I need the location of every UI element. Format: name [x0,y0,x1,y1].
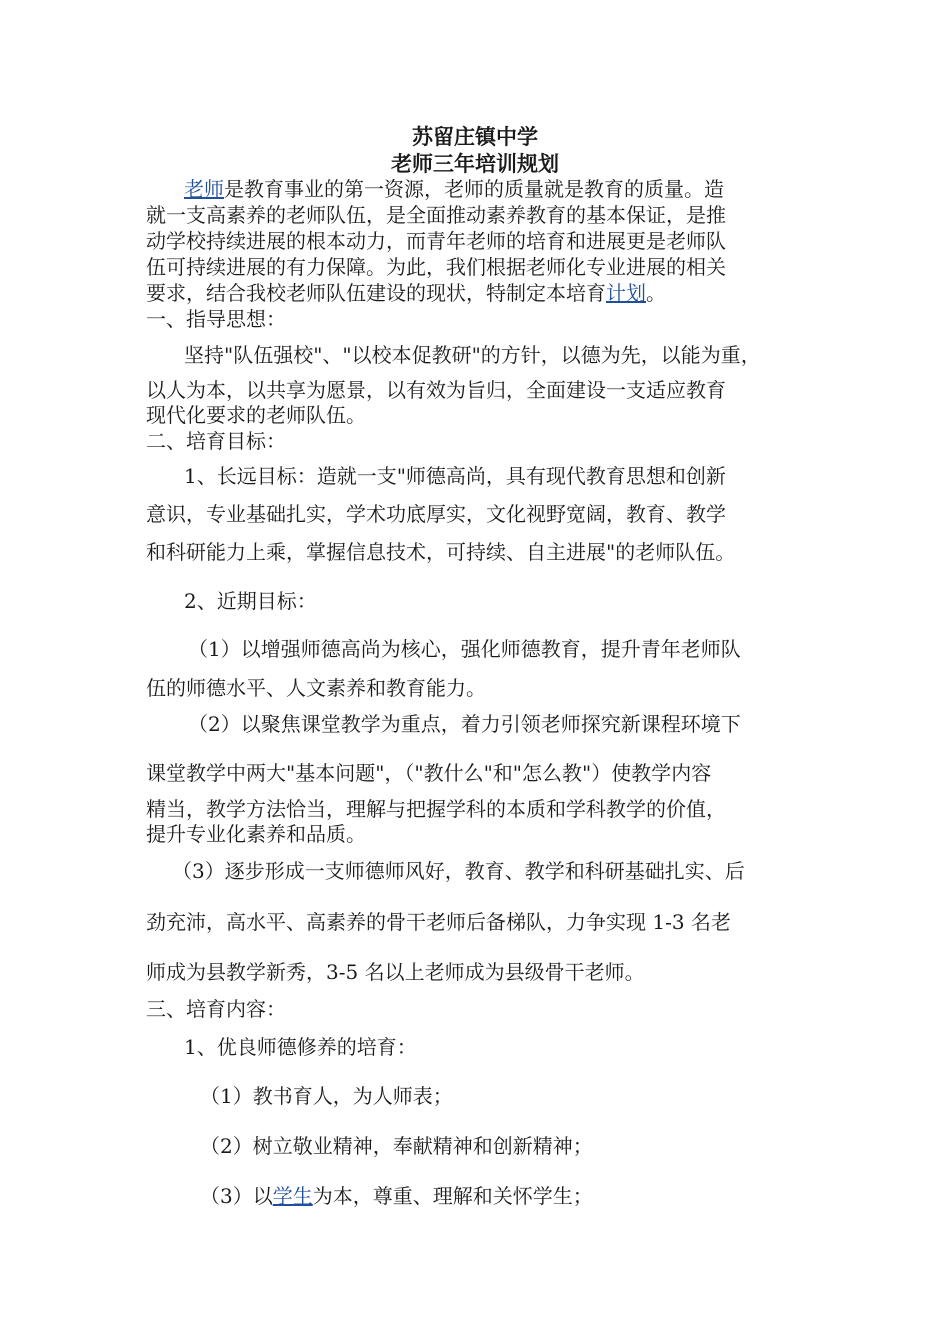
intro-line-5-end: 。 [646,281,666,305]
s1-line-2: 以人为本，以共享为愿景，以有效为旨归，全面建设一支适应教育 [146,378,726,402]
s2-p1-line-1: （1）以增强师德高尚为核心，强化师德教育，提升青年老师队 [188,637,741,661]
intro-line-5 [146,280,666,306]
s2-p3-line-1: （3）逐步形成一支师德师风好，教育、教学和科研基础扎实、后 [172,859,745,883]
s3-sub-a: （1）教书育人，为人师表； [200,1084,453,1108]
s3-sub-c-post: 为本，尊重、理解和关怀学生； [312,1184,593,1208]
teacher-link[interactable]: 老师 [184,177,224,201]
s2-p2-line-3: 精当，教学方法恰当，理解与把握学科的本质和学科教学的价值， [146,797,726,821]
section-2-heading: 二、培育目标： [146,429,286,453]
s3-item-1: 1、优良师德修养的培育： [184,1035,417,1059]
s3-sub-c [200,1183,593,1209]
s2-p3-line-2: 劲充沛，高水平、高素养的骨干老师后备梯队，力争实现 1-3 名老 [146,910,731,934]
s3-sub-c-pre: （3）以 [200,1184,273,1208]
s1-line-3: 现代化要求的老师队伍。 [146,403,366,427]
student-link[interactable]: 学生 [272,1184,313,1208]
s2-p1-line-2: 伍的师德水平、人文素养和教育能力。 [146,676,486,700]
s1-line-1: 坚持"队伍强校"、"以校本促教研"的方针，以德为先，以能为重， [184,343,761,367]
intro-line-2: 就一支高素养的老师队伍，是全面推动素养教育的基本保证，是推 [146,203,726,227]
school-title: 苏留庄镇中学 [412,124,538,149]
document-title: 老师三年培训规划 [391,151,559,176]
intro-line-1 [184,176,724,202]
intro-line-3: 动学校持续进展的根本动力，而青年老师的培育和进展更是老师队 [146,229,726,253]
section-3-heading: 三、培育内容： [146,997,286,1021]
s2-goal1-line-2: 意识，专业基础扎实，学术功底厚实，文化视野宽阔，教育、教学 [146,502,726,526]
s2-p3-line-3: 师成为县教学新秀，3-5 名以上老师成为县级骨干老师。 [146,960,645,984]
intro-line-1-text: 是教育事业的第一资源，老师的质量就是教育的质量。造 [224,177,724,201]
s2-p2-line-4: 提升专业化素养和品质。 [146,822,366,846]
s2-p2-line-2: 课堂教学中两大"基本问题"，（"教什么"和"怎么教"）使教学内容 [146,761,712,785]
s2-p2-line-1: （2）以聚焦课堂教学为重点，着力引领老师探究新课程环境下 [188,712,741,736]
s2-goal1-line-1: 1、长远目标：造就一支"师德高尚，具有现代教育思想和创新 [184,464,726,488]
intro-line-4: 伍可持续进展的有力保障。为此，我们根据老师化专业进展的相关 [146,255,726,279]
s2-goal2-heading: 2、近期目标： [184,589,317,613]
s3-sub-b: （2）树立敬业精神，奉献精神和创新精神； [200,1134,593,1158]
s2-goal1-line-3: 和科研能力上乘，掌握信息技术，可持续、自主进展"的老师队伍。 [146,540,736,564]
intro-line-5-text: 要求，结合我校老师队伍建设的现状，特制定本培育 [146,281,606,305]
plan-link[interactable]: 计划 [606,281,646,305]
section-1-heading: 一、指导思想： [146,307,286,331]
